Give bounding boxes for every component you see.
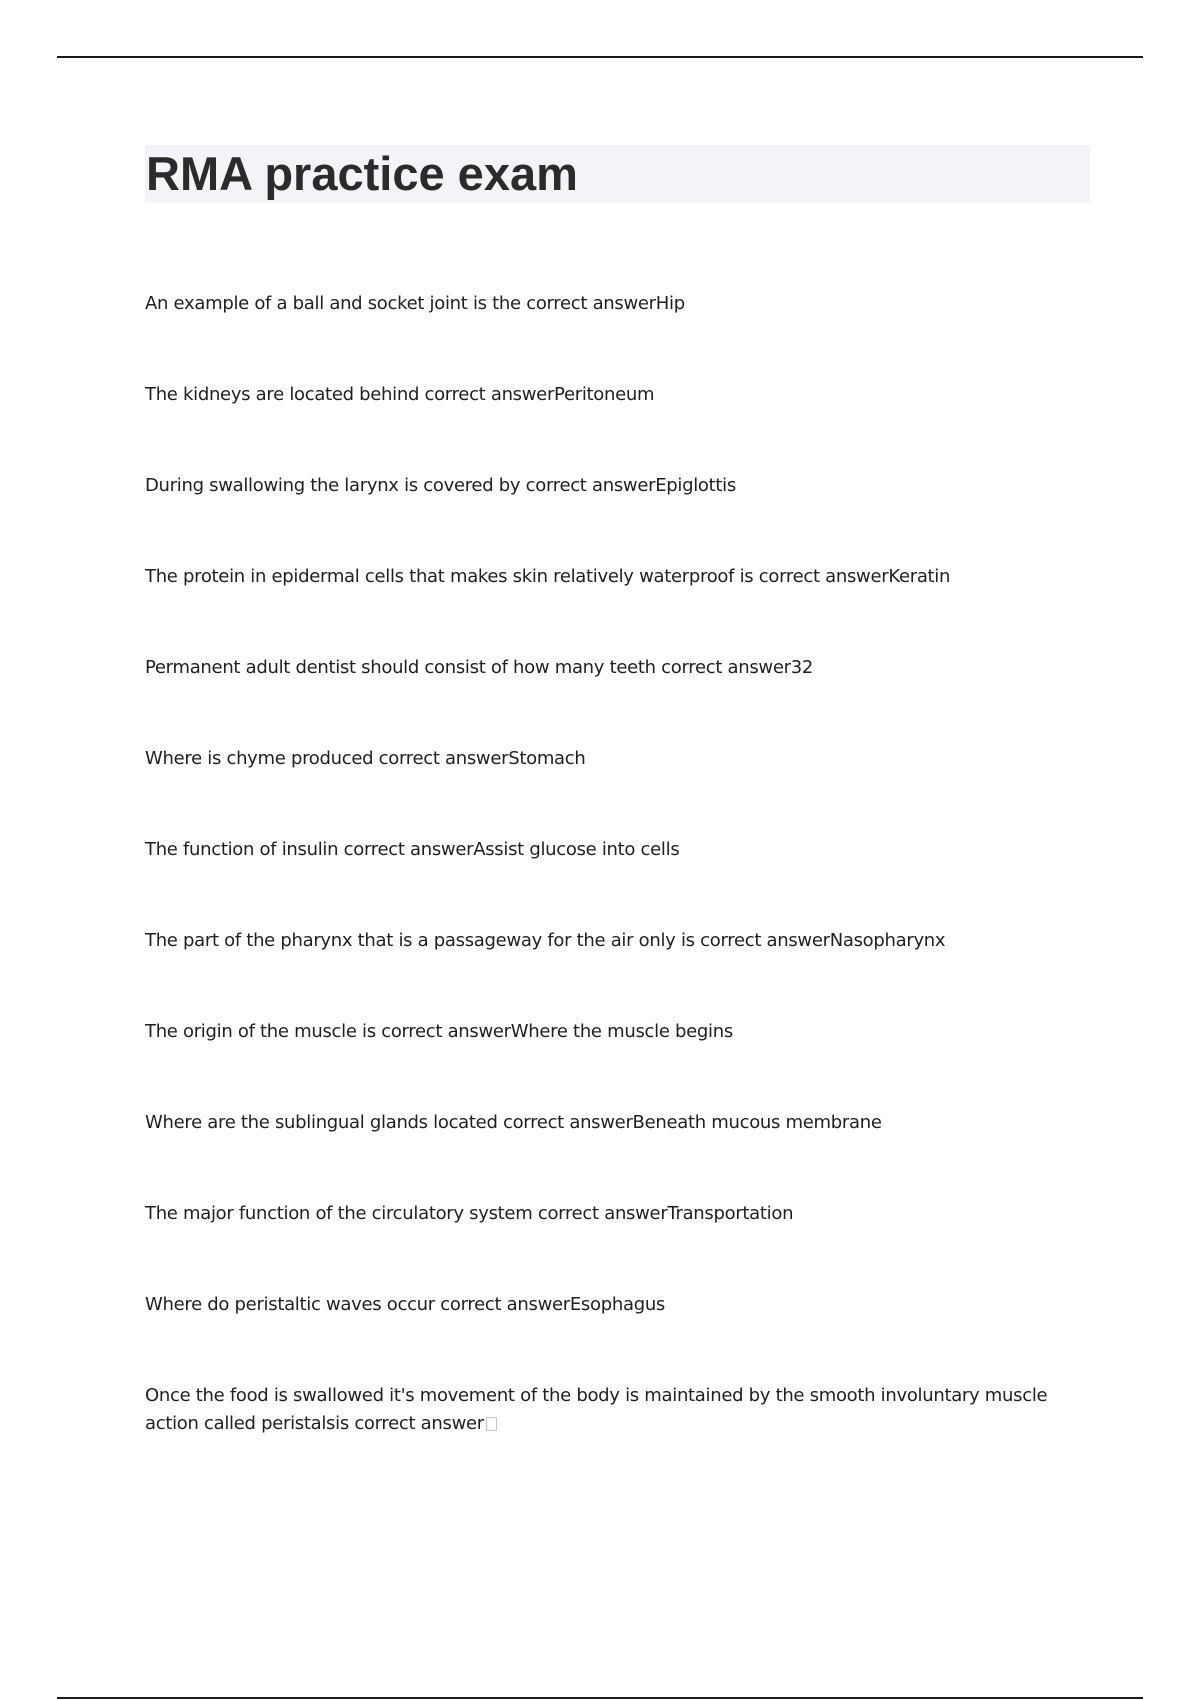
- question-item-2: The kidneys are located behind correct answerPeritoneum: [145, 384, 655, 405]
- question-item-11: The major function of the circulatory system correct answerTransportation: [145, 1203, 794, 1224]
- question-item-4: The protein in epidermal cells that makes skin relatively waterproof is correct answerKeratin: [145, 566, 951, 587]
- question-list: [145, 290, 1085, 1438]
- question-item-1: An example of a ball and socket joint is the correct answerHip: [145, 293, 685, 314]
- question-item-5: Permanent adult dentist should consist of how many teeth correct answer32: [145, 657, 814, 678]
- question-item-7: The function of insulin correct answerAssist glucose into cells: [145, 839, 680, 860]
- bottom-rule: [57, 1697, 1143, 1699]
- page-title: RMA practice exam: [146, 147, 578, 200]
- question-item-9: The origin of the muscle is correct answerWhere the muscle begins: [145, 1021, 733, 1042]
- question-item-13-text: Once the food is swallowed it's movement of the body is maintained by the smooth involuntary muscle action called peristalsis correct answer: [145, 1385, 1048, 1434]
- top-rule: [57, 56, 1143, 58]
- missing-glyph-icon: [486, 1417, 497, 1431]
- question-item-3: During swallowing the larynx is covered by correct answerEpiglottis: [145, 475, 736, 496]
- question-item-10: Where are the sublingual glands located correct answerBeneath mucous membrane: [145, 1112, 882, 1133]
- question-item-6: Where is chyme produced correct answerStomach: [145, 748, 586, 769]
- question-item-13: [145, 1382, 1085, 1438]
- question-item-8: The part of the pharynx that is a passageway for the air only is correct answerNasopharynx: [145, 930, 946, 951]
- question-item-12: Where do peristaltic waves occur correct answerEsophagus: [145, 1294, 666, 1315]
